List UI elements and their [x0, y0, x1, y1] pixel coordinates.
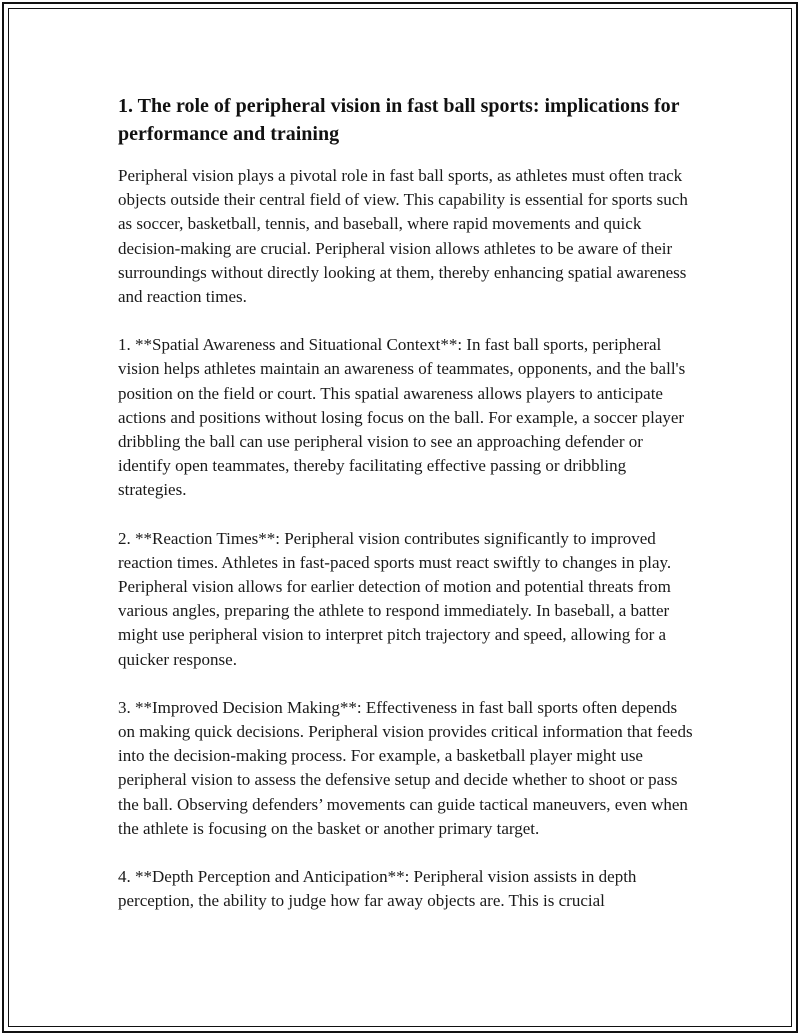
document-title: 1. The role of peripheral vision in fast ball sports: implications for performance and training [118, 95, 680, 145]
paragraph-decision-making: 3. **Improved Decision Making**: Effectiveness in fast ball sports often depends on making quick decisions. Peripheral vision provides critical information that feeds into the decision-making process. For example, a basketball player might use peripheral vision to assess the defensive setup and decide whether to shoot or pass the ball. Observing defenders’ movements can guide tactical maneuvers, even when the athlete is focusing on the basket or another primary target. [118, 697, 693, 838]
paragraph-reaction-times: 2. **Reaction Times**: Peripheral vision contributes significantly to improved reaction times. Athletes in fast-paced sports must react swiftly to changes in play. Peripheral vision allows for earlier detection of motion and potential threats from various angles, preparing the athlete to respond immediately. In baseball, a batter might use peripheral vision to interpret pitch trajectory and speed, allowing for a quicker response. [118, 528, 672, 669]
paragraph-spatial-awareness: 1. **Spatial Awareness and Situational Context**: In fast ball sports, peripheral vision helps athletes maintain an awareness of teammates, opponents, and the ball's position on the field or court. This spatial awareness allows players to anticipate actions and positions without losing focus on the ball. For example, a soccer player dribbling the ball can use peripheral vision to see an approaching defender or identify open teammates, thereby facilitating effective passing or dribbling strategies. [118, 335, 686, 500]
paragraph-depth-perception: 4. **Depth Perception and Anticipation**: Peripheral vision assists in depth perception, the ability to judge how far away objects are. This is crucial [118, 867, 637, 911]
paragraph-intro: Peripheral vision plays a pivotal role in fast ball sports, as athletes must often track objects outside their central field of view. This capability is essential for sports such as soccer, basketball, tennis, and baseball, where rapid movements and quick decision-making are crucial. Peripheral vision allows athletes to be aware of their surroundings without directly looking at them, thereby enhancing spatial awareness and reaction times. [118, 166, 688, 307]
document-body [118, 92, 698, 913]
